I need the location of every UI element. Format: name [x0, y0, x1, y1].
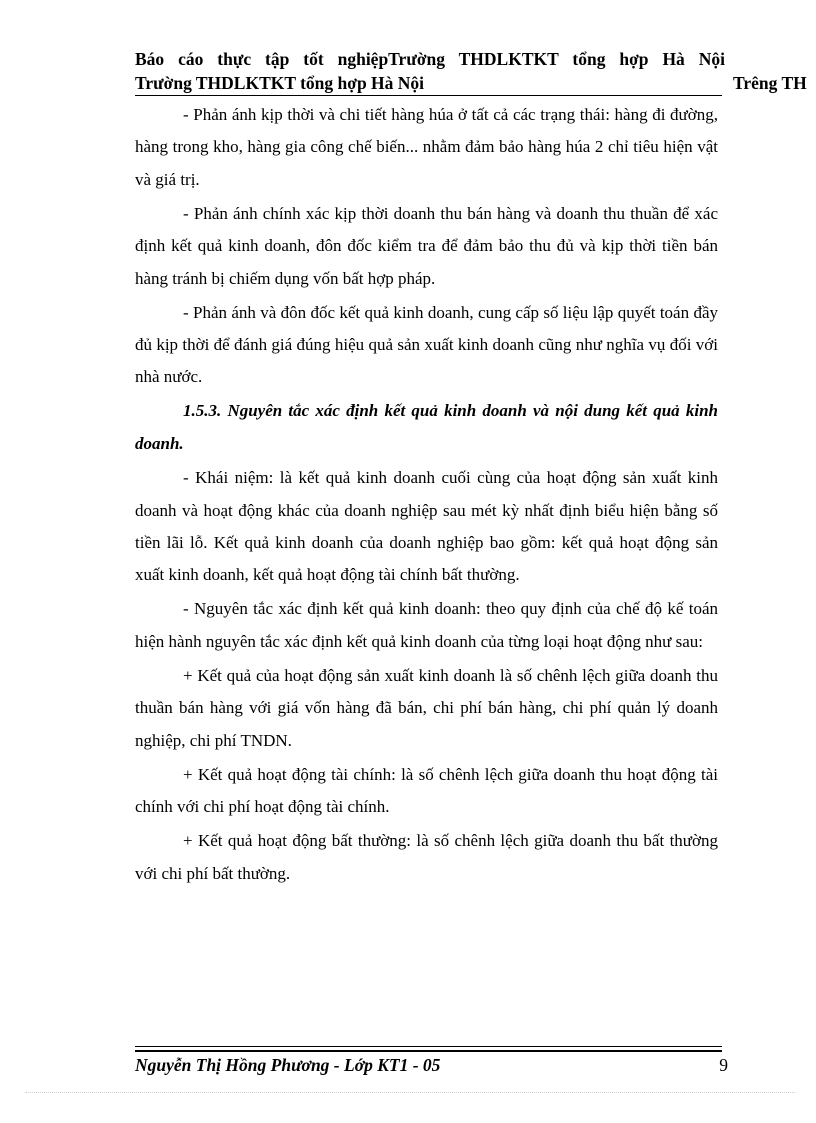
paragraph-results: - Phản ánh và đôn đốc kết quả kinh doanh, cung cấp số liệu lập quyết toán đầy đủ kịp thời để đánh giá đúng hiệu quả sản xuất kinh doanh cũng như nghĩa vụ đối với nhà nước.: [135, 302, 718, 387]
paragraph-realtime-tracking: - Phản ánh kịp thời và chi tiết hàng húa ở tất cả các trạng thái: hàng đi đường, hàng trong kho, hàng gia công chế biến... nhằm đảm bảo hàng húa 2 chỉ tiêu hiện vật và giá trị.: [135, 105, 718, 189]
footer-author: Nguyễn Thị Hồng Phương - Lớp KT1 - 05: [135, 1055, 441, 1075]
header-title: Báo cáo thực tập tốt nghiệpTrường THDLKTKT tổng hợp Hà Nội: [135, 49, 725, 69]
header-right-fragment: Trêng TH: [733, 73, 807, 93]
paragraph-revenue: - Phản ánh chính xác kịp thời doanh thu bán hàng và doanh thu thuần để xác định kết quả kinh doanh, đôn đốc kiểm tra để đảm bảo thu đủ và kịp thời tiền bán hàng tránh bị chiếm dụng vốn bất hợp pháp.: [135, 203, 718, 288]
page-edge-divider: [25, 1092, 795, 1093]
header-school: Trường THDLKTKT tổng hợp Hà Nội: [135, 73, 425, 93]
body-content: [135, 99, 718, 892]
footer-rule-thick: [135, 1050, 722, 1052]
footer-rule-thin: [135, 1046, 722, 1047]
page-header: [135, 47, 807, 95]
header-rule: [135, 95, 722, 96]
paragraph-extraordinary-result: + Kết quả hoạt động bất thường: là số chênh lệch giữa doanh thu bất thường với chi phí bất thường.: [135, 831, 718, 883]
paragraph-business-result: + Kết quả của hoạt động sản xuất kinh doanh là số chênh lệch giữa doanh thu thuần bán hàng với giá vốn hàng đã bán, chi phí bán hàng, chi phí quản lý doanh nghiệp, chi phí TNDN.: [135, 665, 718, 750]
paragraph-principle: - Nguyên tắc xác định kết quả kinh doanh: theo quy định của chế độ kế toán hiện hành nguyên tắc xác định kết quả kinh doanh của từng loại hoạt động như sau:: [135, 599, 718, 651]
section-heading: 1.5.3. Nguyên tắc xác định kết quả kinh doanh và nội dung kết quả kinh doanh.: [135, 401, 718, 453]
header-line2-row: [135, 71, 807, 95]
paragraph-concept: - Khái niệm: là kết quả kinh doanh cuối cùng của hoạt động sản xuất kinh doanh và hoạt động khác của doanh nghiệp sau mét kỳ nhất định biểu hiện bằng số tiền lãi lỗ. Kết quả kinh doanh của doanh nghiệp bao gồm: kết quả hoạt động sản xuất kinh doanh, kết quả hoạt động tài chính bất thường.: [135, 468, 718, 585]
page-number: 9: [719, 1055, 728, 1075]
paragraph-financial-result: + Kết quả hoạt động tài chính: là số chênh lệch giữa doanh thu hoạt động tài chính với chi phí hoạt động tài chính.: [135, 764, 718, 817]
